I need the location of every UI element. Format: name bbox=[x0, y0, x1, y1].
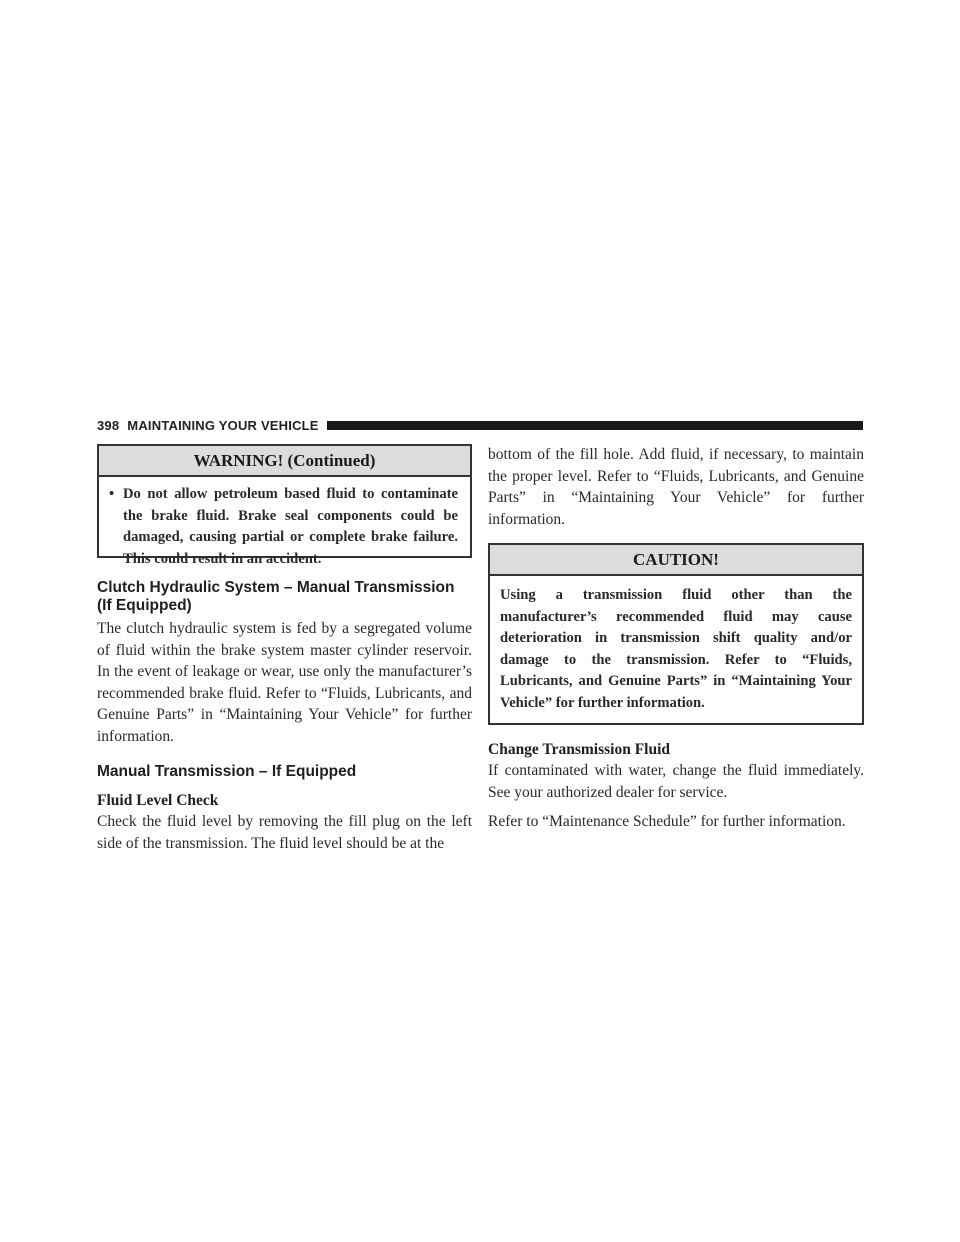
maintenance-schedule-refer: Refer to “Maintenance Schedule” for further information. bbox=[488, 813, 846, 830]
warning-title: WARNING! (Continued) bbox=[99, 446, 470, 477]
change-fluid-heading: Change Transmission Fluid bbox=[488, 741, 671, 758]
left-column bbox=[97, 444, 472, 854]
caution-body: Using a transmission fluid other than the manufacturer’s recommended fluid may cause deterioration in transmission shift quality and/or damage to the transmission. Refer to “Fluids, Lubricants, and Genuine Parts” in “Maintaining Your Vehicle” for further information. bbox=[500, 587, 852, 711]
warning-box bbox=[97, 444, 472, 567]
fluid-level-check-heading: Fluid Level Check bbox=[97, 792, 219, 809]
header-rule bbox=[327, 421, 863, 430]
change-fluid-body: If contaminated with water, change the fluid immediately. See your authorized dealer for service. bbox=[488, 762, 864, 801]
caution-box bbox=[488, 543, 864, 725]
manual-transmission-heading: Manual Transmission – If Equipped bbox=[97, 763, 357, 780]
warning-body bbox=[99, 477, 470, 579]
right-column bbox=[488, 444, 864, 833]
section-title: MAINTAINING YOUR VEHICLE bbox=[127, 417, 319, 433]
page-header bbox=[97, 417, 863, 433]
page-number: 398 bbox=[97, 417, 120, 433]
clutch-body: The clutch hydraulic system is fed by a segregated volume of fluid within the brake system master cylinder reservoir. In the event of leakage or wear, use only the manufacturer’s recommended brake fluid. Refer to “Fluids, Lubricants, and Genuine Parts” in “Maintaining Your Vehicle” for further information. bbox=[97, 620, 472, 745]
warning-text: Do not allow petroleum based fluid to contaminate the brake fluid. Brake seal components could be damaged, causing partial or complete brake failure. This could result in an accident. bbox=[123, 486, 458, 567]
fluid-level-check-body: Check the fluid level by removing the fill plug on the left side of the transmission. The fluid level should be at the bbox=[97, 813, 472, 852]
fluid-level-check-continued: bottom of the fill hole. Add fluid, if necessary, to maintain the proper level. Refer to “Fluids, Lubricants, and Genuine Parts” in “Maintaining Your Vehicle” for further information. bbox=[488, 446, 864, 528]
warning-bullet-item bbox=[109, 484, 458, 570]
caution-title: CAUTION! bbox=[490, 545, 862, 576]
clutch-heading: Clutch Hydraulic System – Manual Transmission (If Equipped) bbox=[97, 579, 455, 614]
bullet-icon: • bbox=[109, 486, 115, 502]
